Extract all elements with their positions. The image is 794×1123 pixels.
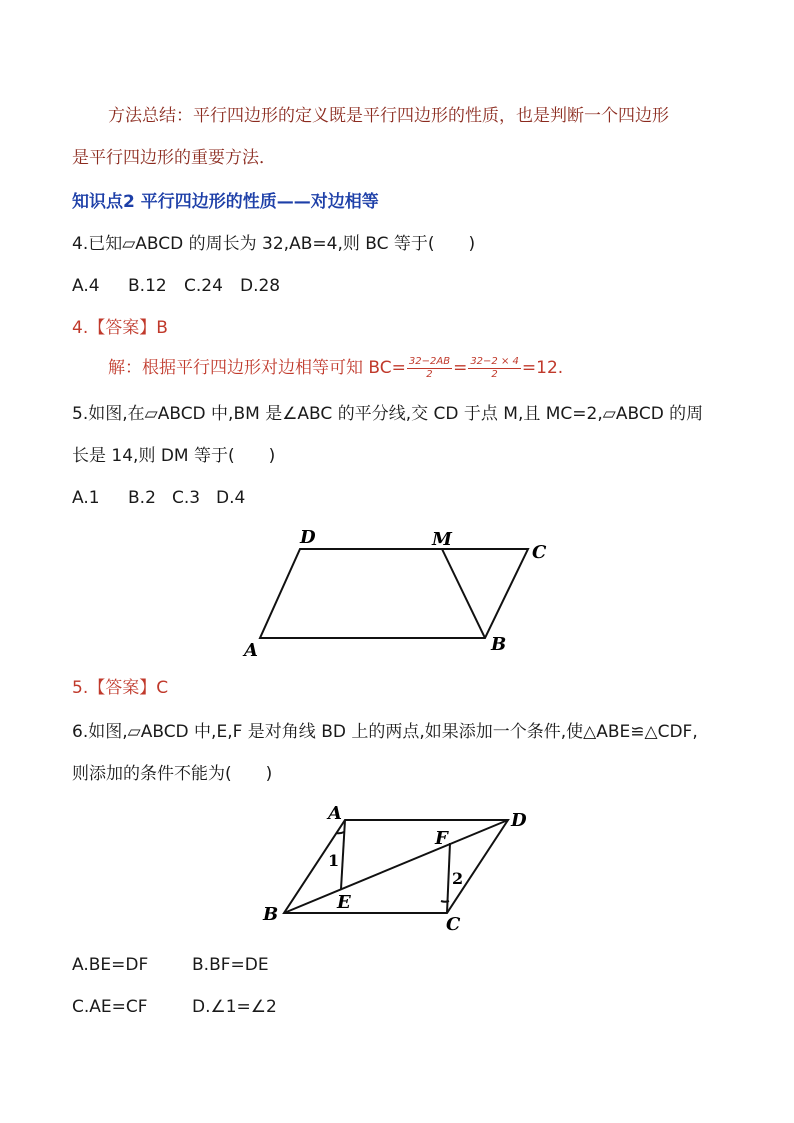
q4-fraction-1-numerator: 32−2AB: [408, 356, 451, 367]
q5-option-c: C.3: [172, 488, 201, 508]
q4-solution-suffix: =12.: [521, 358, 564, 378]
q5-option-b: B.2: [128, 488, 156, 508]
q4-solution-prefix: 解：根据平行四边形对边相等可知 BC=: [108, 358, 406, 378]
q4-stem: 4.已知▱ABCD 的周长为 32,AB=4,则 BC 等于( ): [72, 234, 476, 254]
q6-option-a: A.BE=DF: [72, 955, 149, 975]
q6-segment-cf: [447, 843, 450, 913]
q5-stem-line-1: 5.如图,在▱ABCD 中,BM 是∠ABC 的平分线,交 CD 于点 M,且 MC=2,▱ABCD 的周: [72, 404, 704, 424]
q4-option-a: A.4: [72, 276, 100, 296]
q6-label-b: B: [263, 904, 279, 925]
q6-options-row-2: [72, 999, 277, 1016]
q6-stem-line-2: 则添加的条件不能为( ): [72, 764, 273, 784]
q6-label-c: C: [446, 914, 461, 935]
q6-label-d: D: [511, 810, 527, 831]
q6-label-e: E: [337, 892, 351, 913]
knowledge-point-heading: 知识点2 平行四边形的性质——对边相等: [72, 192, 379, 212]
q6-option-d: D.∠1=∠2: [192, 997, 277, 1017]
q6-label-a: A: [328, 803, 342, 824]
q6-stem-line-1: 6.如图,▱ABCD 中,E,F 是对角线 BD 上的两点,如果添加一个条件,使△ABE≌△CDF,: [72, 722, 698, 742]
q5-label-c: C: [532, 542, 547, 563]
q6-angle-1-label: 1: [328, 851, 340, 870]
q4-option-b: B.12: [128, 276, 167, 296]
q4-fraction-2-numerator: 32−2 × 4: [470, 356, 519, 367]
q4-answer: 4.【答案】B: [72, 318, 168, 338]
q5-segment-bm: [442, 549, 485, 638]
q6-option-c: C.AE=CF: [72, 997, 148, 1017]
q5-label-d: D: [300, 527, 316, 548]
q4-option-d: D.28: [240, 276, 281, 296]
q6-label-f: F: [435, 828, 448, 849]
method-summary-line-2: 是平行四边形的重要方法．: [72, 148, 276, 168]
q5-stem-line-2: 长是 14,则 DM 等于( ): [72, 446, 276, 466]
q5-label-a: A: [244, 640, 258, 661]
q6-diagonal-bd: [284, 820, 508, 913]
q5-option-a: A.1: [72, 488, 100, 508]
q6-option-b: B.BF=DE: [192, 955, 269, 975]
q5-label-m: M: [432, 529, 452, 550]
q6-angle-2-arc: [441, 901, 449, 902]
q5-label-b: B: [491, 634, 507, 655]
method-summary-line-1: 方法总结：平行四边形的定义既是平行四边形的性质，也是判断一个四边形: [108, 106, 669, 126]
q5-answer: 5.【答案】C: [72, 678, 169, 698]
q4-option-c: C.24: [184, 276, 223, 296]
q6-angle-2-label: 2: [452, 869, 464, 888]
q4-equals: =: [453, 358, 468, 378]
q4-fraction-1-denominator: 2: [426, 369, 433, 380]
q6-segment-ae: [341, 820, 345, 889]
q4-fraction-2-denominator: 2: [491, 369, 498, 380]
q6-options-row-1: [72, 957, 269, 974]
q5-option-d: D.4: [216, 488, 246, 508]
q5-parallelogram-abcd: [260, 549, 528, 638]
